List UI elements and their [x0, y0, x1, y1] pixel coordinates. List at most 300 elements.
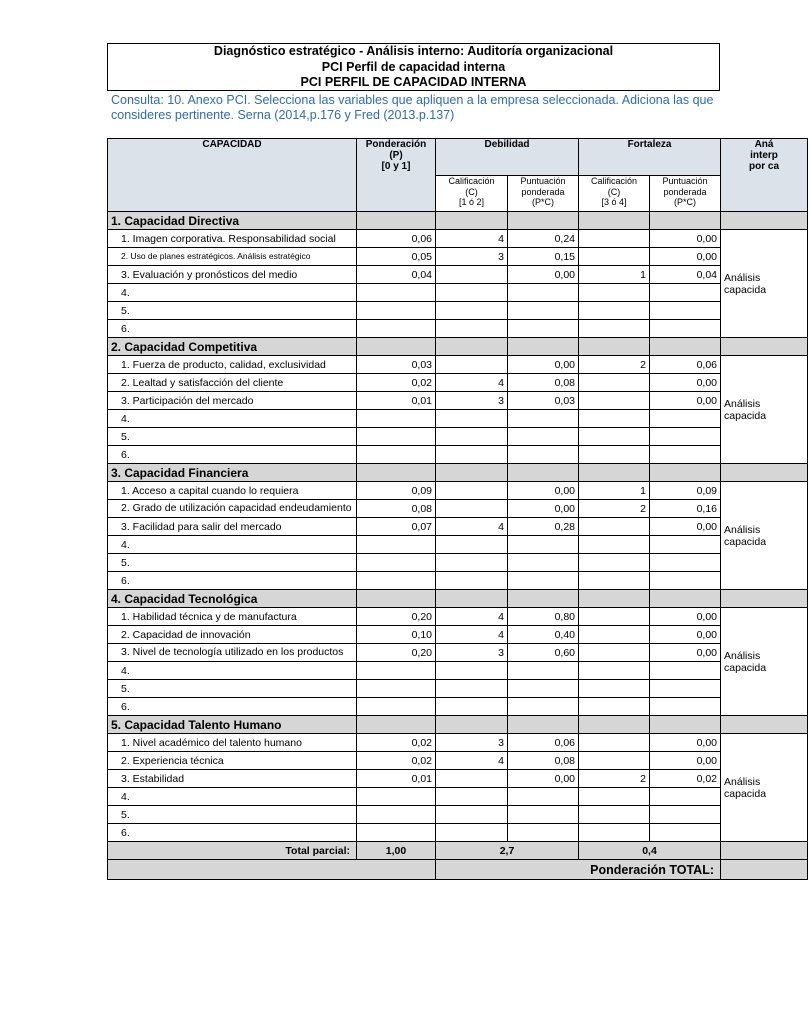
table-row	[108, 824, 808, 842]
item-label: 5.	[108, 302, 357, 320]
header-fortaleza: Fortaleza	[579, 139, 721, 176]
ponderacion-cell[interactable]: 0,06	[357, 230, 436, 248]
section-header-cell	[650, 464, 721, 482]
section-header-cell	[508, 212, 579, 230]
item-label: 3. Participación del mercado	[108, 392, 357, 410]
table-row	[108, 428, 808, 446]
item-label: 2. Experiencia técnica	[108, 752, 357, 770]
calificacion-fortaleza-cell[interactable]	[579, 608, 650, 626]
calificacion-debilidad-cell[interactable]	[436, 536, 508, 554]
puntuacion-debilidad-cell: 0,03	[508, 392, 579, 410]
calificacion-debilidad-cell[interactable]: 4	[436, 230, 508, 248]
puntuacion-fortaleza-cell	[650, 662, 721, 680]
header-ponderacion	[357, 139, 436, 212]
section-header-cell	[357, 464, 436, 482]
puntuacion-fortaleza-cell: 0,00	[650, 248, 721, 266]
calificacion-fortaleza-cell[interactable]	[579, 446, 650, 464]
analysis-cell	[721, 482, 808, 590]
pci-table	[107, 138, 808, 880]
puntuacion-fortaleza-cell: 0,09	[650, 482, 721, 500]
analysis-cell	[721, 608, 808, 716]
section-header-cell	[650, 590, 721, 608]
calificacion-fortaleza-cell[interactable]	[579, 806, 650, 824]
puntuacion-debilidad-cell: 0,28	[508, 518, 579, 536]
ponderacion-cell[interactable]	[357, 572, 436, 590]
ponderacion-cell[interactable]: 0,07	[357, 518, 436, 536]
table-row	[108, 626, 808, 644]
section-header-cell	[436, 590, 508, 608]
ponderacion-cell[interactable]	[357, 536, 436, 554]
calificacion-debilidad-cell[interactable]	[436, 482, 508, 500]
puntuacion-fortaleza-cell	[650, 302, 721, 320]
calificacion-debilidad-cell[interactable]	[436, 284, 508, 302]
calificacion-debilidad-cell[interactable]	[436, 554, 508, 572]
table-row	[108, 752, 808, 770]
section-header-cell	[650, 338, 721, 356]
section-header-cell	[508, 464, 579, 482]
calificacion-fortaleza-cell[interactable]	[579, 410, 650, 428]
puntuacion-fortaleza-cell	[650, 788, 721, 806]
puntuacion-debilidad-cell	[508, 698, 579, 716]
calificacion-debilidad-cell[interactable]	[436, 410, 508, 428]
calificacion-debilidad-cell[interactable]: 3	[436, 734, 508, 752]
ponderacion-cell[interactable]	[357, 788, 436, 806]
calificacion-fortaleza-cell[interactable]	[579, 248, 650, 266]
section-title: 2. Capacidad Competitiva	[108, 338, 357, 356]
item-label: 4.	[108, 788, 357, 806]
item-label: 6.	[108, 572, 357, 590]
title-line-2: PCI Perfil de capacidad interna	[321, 59, 506, 74]
table-row	[108, 662, 808, 680]
calificacion-debilidad-cell[interactable]	[436, 446, 508, 464]
table-row	[108, 410, 808, 428]
item-label: 5.	[108, 554, 357, 572]
header-puntuacion-fortaleza	[650, 176, 721, 212]
puntuacion-debilidad-cell	[508, 824, 579, 842]
analysis-cell	[721, 734, 808, 842]
puntuacion-fortaleza-cell: 0,00	[650, 734, 721, 752]
analysis-line-2: capacida	[724, 787, 767, 800]
item-label: 4.	[108, 662, 357, 680]
header-calificacion-fort-line-3: [3 ó 4]	[601, 197, 627, 207]
ponderacion-cell[interactable]	[357, 698, 436, 716]
section-header-cell	[721, 338, 808, 356]
table-row	[108, 554, 808, 572]
section-header-cell	[357, 716, 436, 734]
puntuacion-fortaleza-cell: 0,04	[650, 266, 721, 284]
header-analisis-line-3: por ca	[749, 161, 780, 172]
ponderacion-cell[interactable]: 0,08	[357, 500, 436, 518]
calificacion-fortaleza-cell[interactable]: 2	[579, 356, 650, 374]
ponderacion-cell[interactable]	[357, 554, 436, 572]
analysis-line-1: Análisis	[724, 775, 761, 788]
item-label: 1. Fuerza de producto, calidad, exclusividad	[108, 356, 357, 374]
calificacion-fortaleza-cell[interactable]	[579, 788, 650, 806]
ponderacion-cell[interactable]: 0,04	[357, 266, 436, 284]
header-puntuacion-fort-line-3: (P*C)	[674, 197, 697, 207]
puntuacion-fortaleza-cell	[650, 680, 721, 698]
total-debilidad: 2,7	[436, 842, 579, 860]
calificacion-debilidad-cell[interactable]: 3	[436, 248, 508, 266]
puntuacion-fortaleza-cell: 0,00	[650, 752, 721, 770]
ponderacion-cell[interactable]: 0,01	[357, 392, 436, 410]
analysis-line-2: capacida	[724, 409, 767, 422]
calificacion-fortaleza-cell[interactable]: 2	[579, 770, 650, 788]
puntuacion-debilidad-cell: 0,00	[508, 266, 579, 284]
header-ponderacion-line-1: Ponderación	[365, 139, 427, 150]
header-ponderacion-line-3: [0 y 1]	[381, 161, 411, 172]
calificacion-fortaleza-cell[interactable]	[579, 302, 650, 320]
table-row	[108, 446, 808, 464]
section-header-cell	[579, 464, 650, 482]
ponderacion-cell[interactable]: 0,20	[357, 608, 436, 626]
section-header-cell	[436, 464, 508, 482]
table-row	[108, 680, 808, 698]
calificacion-debilidad-cell[interactable]	[436, 500, 508, 518]
item-label: 6.	[108, 824, 357, 842]
calificacion-debilidad-cell[interactable]	[436, 320, 508, 338]
puntuacion-debilidad-cell	[508, 410, 579, 428]
calificacion-debilidad-cell[interactable]: 4	[436, 626, 508, 644]
puntuacion-debilidad-cell	[508, 554, 579, 572]
calificacion-debilidad-cell[interactable]	[436, 770, 508, 788]
table-row	[108, 698, 808, 716]
calificacion-fortaleza-cell[interactable]	[579, 662, 650, 680]
header-row-1	[108, 139, 808, 176]
table-row	[108, 734, 808, 752]
consulta-text	[111, 93, 811, 123]
item-label: 3. Evaluación y pronósticos del medio	[108, 266, 357, 284]
section-title: 3. Capacidad Financiera	[108, 464, 357, 482]
section-header-cell	[436, 212, 508, 230]
ponderacion-total-row	[108, 860, 808, 880]
table-row	[108, 392, 808, 410]
ponderacion-cell[interactable]	[357, 806, 436, 824]
puntuacion-fortaleza-cell: 0,00	[650, 230, 721, 248]
header-calificacion-deb-line-1: Calificación	[448, 176, 495, 186]
item-label: 3. Estabilidad	[108, 770, 357, 788]
ponderacion-cell[interactable]: 0,02	[357, 374, 436, 392]
puntuacion-debilidad-cell: 0,15	[508, 248, 579, 266]
puntuacion-fortaleza-cell: 0,00	[650, 518, 721, 536]
puntuacion-debilidad-cell	[508, 572, 579, 590]
header-ponderacion-line-2: (P)	[389, 150, 403, 161]
section-title: 1. Capacidad Directiva	[108, 212, 357, 230]
item-label: 2. Lealtad y satisfacción del cliente	[108, 374, 357, 392]
ponderacion-cell[interactable]	[357, 284, 436, 302]
header-calificacion-fort-line-2: (C)	[607, 186, 621, 197]
puntuacion-debilidad-cell	[508, 788, 579, 806]
header-puntuacion-deb-line-3: (P*C)	[532, 197, 554, 207]
ponderacion-cell[interactable]	[357, 302, 436, 320]
header-puntuacion-fort-line-1: Puntuación	[662, 176, 708, 186]
puntuacion-debilidad-cell	[508, 446, 579, 464]
table-row	[108, 356, 808, 374]
calificacion-fortaleza-cell[interactable]	[579, 626, 650, 644]
table-row	[108, 788, 808, 806]
table-row	[108, 230, 808, 248]
puntuacion-debilidad-cell	[508, 680, 579, 698]
calificacion-fortaleza-cell[interactable]	[579, 518, 650, 536]
section-header-cell	[579, 590, 650, 608]
item-label: 2. Capacidad de innovación	[108, 626, 357, 644]
section-header-cell	[357, 212, 436, 230]
puntuacion-fortaleza-cell	[650, 536, 721, 554]
section-header-row	[108, 716, 808, 734]
header-analisis-line-2: interp	[750, 150, 778, 161]
puntuacion-fortaleza-cell: 0,00	[650, 392, 721, 410]
grand-empty	[108, 860, 436, 880]
item-label: 6.	[108, 446, 357, 464]
ponderacion-cell[interactable]	[357, 662, 436, 680]
puntuacion-fortaleza-cell	[650, 572, 721, 590]
section-header-row	[108, 464, 808, 482]
item-label: 6.	[108, 320, 357, 338]
item-label: 4.	[108, 536, 357, 554]
puntuacion-fortaleza-cell	[650, 824, 721, 842]
section-title: 4. Capacidad Tecnológica	[108, 590, 357, 608]
section-header-cell	[508, 338, 579, 356]
puntuacion-fortaleza-cell	[650, 806, 721, 824]
calificacion-debilidad-cell[interactable]	[436, 572, 508, 590]
calificacion-debilidad-cell[interactable]	[436, 266, 508, 284]
puntuacion-fortaleza-cell: 0,06	[650, 356, 721, 374]
calificacion-fortaleza-cell[interactable]	[579, 392, 650, 410]
calificacion-debilidad-cell[interactable]	[436, 806, 508, 824]
header-capacidad: CAPACIDAD	[108, 139, 357, 212]
header-puntuacion-fort-line-2: ponderada	[663, 186, 707, 197]
header-calificacion-debilidad	[436, 176, 508, 212]
item-label: 5.	[108, 680, 357, 698]
table-row	[108, 302, 808, 320]
puntuacion-fortaleza-cell	[650, 554, 721, 572]
puntuacion-fortaleza-cell: 0,00	[650, 626, 721, 644]
header-calificacion-fortaleza	[579, 176, 650, 212]
ponderacion-cell[interactable]: 0,09	[357, 482, 436, 500]
calificacion-fortaleza-cell[interactable]	[579, 644, 650, 662]
puntuacion-debilidad-cell	[508, 302, 579, 320]
section-header-cell	[579, 716, 650, 734]
calificacion-fortaleza-cell[interactable]	[579, 698, 650, 716]
table-row	[108, 536, 808, 554]
title-line-1: Diagnóstico estratégico - Análisis interno: Auditoría organizacional	[213, 44, 614, 58]
puntuacion-fortaleza-cell	[650, 410, 721, 428]
analysis-line-2: capacida	[724, 535, 767, 548]
calificacion-fortaleza-cell[interactable]	[579, 734, 650, 752]
total-analisis-cell	[721, 842, 808, 860]
total-label: Total parcial:	[108, 842, 357, 860]
ponderacion-total-label: Ponderación TOTAL:	[436, 860, 721, 880]
calificacion-debilidad-cell[interactable]: 4	[436, 518, 508, 536]
ponderacion-total-value	[721, 860, 808, 880]
total-ponderacion: 1,00	[357, 842, 436, 860]
section-header-row	[108, 338, 808, 356]
header-calificacion-deb-line-3: [1 ó 2]	[458, 197, 485, 207]
section-header-cell	[436, 716, 508, 734]
ponderacion-cell[interactable]	[357, 446, 436, 464]
item-label: 3. Facilidad para salir del mercado	[108, 518, 357, 536]
ponderacion-cell[interactable]	[357, 680, 436, 698]
ponderacion-cell[interactable]: 0,20	[357, 644, 436, 662]
calificacion-fortaleza-cell[interactable]: 2	[579, 500, 650, 518]
ponderacion-cell[interactable]	[357, 824, 436, 842]
puntuacion-debilidad-cell: 0,60	[508, 644, 579, 662]
calificacion-debilidad-cell[interactable]	[436, 356, 508, 374]
section-title: 5. Capacidad Talento Humano	[108, 716, 357, 734]
puntuacion-fortaleza-cell	[650, 446, 721, 464]
header-calificacion-deb-line-2: (C)	[465, 186, 478, 197]
calificacion-fortaleza-cell[interactable]	[579, 572, 650, 590]
puntuacion-debilidad-cell: 0,08	[508, 752, 579, 770]
puntuacion-fortaleza-cell: 0,16	[650, 500, 721, 518]
calificacion-fortaleza-cell[interactable]	[579, 374, 650, 392]
item-label: 6.	[108, 698, 357, 716]
item-label: 1. Nivel académico del talento humano	[108, 734, 357, 752]
analysis-line-1: Análisis	[724, 397, 761, 410]
table-row	[108, 806, 808, 824]
puntuacion-fortaleza-cell: 0,00	[650, 608, 721, 626]
title-line-3: PCI PERFIL DE CAPACIDAD INTERNA	[300, 75, 527, 89]
calificacion-debilidad-cell[interactable]: 3	[436, 392, 508, 410]
ponderacion-cell[interactable]	[357, 410, 436, 428]
calificacion-fortaleza-cell[interactable]	[579, 536, 650, 554]
puntuacion-debilidad-cell: 0,00	[508, 500, 579, 518]
header-puntuacion-deb-line-1: Puntuación	[520, 176, 566, 186]
puntuacion-fortaleza-cell	[650, 428, 721, 446]
puntuacion-debilidad-cell: 0,24	[508, 230, 579, 248]
calificacion-fortaleza-cell[interactable]	[579, 554, 650, 572]
ponderacion-cell[interactable]	[357, 428, 436, 446]
table-row	[108, 284, 808, 302]
calificacion-debilidad-cell[interactable]	[436, 680, 508, 698]
calificacion-fortaleza-cell[interactable]	[579, 680, 650, 698]
ponderacion-cell[interactable]: 0,02	[357, 734, 436, 752]
calificacion-fortaleza-cell[interactable]	[579, 320, 650, 338]
puntuacion-debilidad-cell: 0,06	[508, 734, 579, 752]
calificacion-debilidad-cell[interactable]	[436, 824, 508, 842]
analysis-line-2: capacida	[724, 283, 767, 296]
section-header-cell	[650, 212, 721, 230]
puntuacion-debilidad-cell: 0,00	[508, 482, 579, 500]
consulta-line-2: consideres pertinente. Serna (2014,p.176 y Fred (2013.p.137)	[111, 108, 455, 122]
ponderacion-cell[interactable]: 0,10	[357, 626, 436, 644]
analysis-line-1: Análisis	[724, 271, 761, 284]
calificacion-fortaleza-cell[interactable]	[579, 284, 650, 302]
calificacion-debilidad-cell[interactable]: 3	[436, 644, 508, 662]
puntuacion-debilidad-cell	[508, 284, 579, 302]
analysis-line-1: Análisis	[724, 523, 761, 536]
header-puntuacion-deb-line-2: ponderada	[521, 186, 565, 197]
header-debilidad: Debilidad	[436, 139, 579, 176]
item-label: 4.	[108, 410, 357, 428]
calificacion-debilidad-cell[interactable]: 4	[436, 374, 508, 392]
item-label: 1. Habilidad técnica y de manufactura	[108, 608, 357, 626]
puntuacion-fortaleza-cell	[650, 698, 721, 716]
section-header-cell	[721, 212, 808, 230]
analysis-line-1: Análisis	[724, 649, 761, 662]
section-header-cell	[579, 212, 650, 230]
calificacion-fortaleza-cell[interactable]: 1	[579, 482, 650, 500]
puntuacion-fortaleza-cell	[650, 284, 721, 302]
puntuacion-debilidad-cell	[508, 806, 579, 824]
table-row	[108, 500, 808, 518]
calificacion-fortaleza-cell[interactable]: 1	[579, 266, 650, 284]
ponderacion-cell[interactable]: 0,03	[357, 356, 436, 374]
puntuacion-debilidad-cell	[508, 428, 579, 446]
item-label: 1. Imagen corporativa. Responsabilidad social	[108, 230, 357, 248]
puntuacion-fortaleza-cell: 0,00	[650, 374, 721, 392]
item-label: 4.	[108, 284, 357, 302]
puntuacion-debilidad-cell	[508, 662, 579, 680]
calificacion-debilidad-cell[interactable]: 4	[436, 608, 508, 626]
table-row	[108, 608, 808, 626]
puntuacion-fortaleza-cell: 0,02	[650, 770, 721, 788]
table-row	[108, 248, 808, 266]
calificacion-fortaleza-cell[interactable]	[579, 824, 650, 842]
ponderacion-cell[interactable]: 0,02	[357, 752, 436, 770]
table-row	[108, 518, 808, 536]
calificacion-fortaleza-cell[interactable]	[579, 230, 650, 248]
ponderacion-cell[interactable]: 0,05	[357, 248, 436, 266]
section-header-cell	[357, 338, 436, 356]
table-row	[108, 320, 808, 338]
section-header-cell	[721, 464, 808, 482]
section-header-cell	[650, 716, 721, 734]
consulta-line-1: Consulta: 10. Anexo PCI. Selecciona las variables que apliquen a la empresa seleccionada. Adiciona las que	[111, 93, 714, 107]
table-row	[108, 644, 808, 662]
header-calificacion-fort-line-1: Calificación	[591, 176, 638, 186]
item-label: 1. Acceso a capital cuando lo requiera	[108, 482, 357, 500]
section-header-row	[108, 212, 808, 230]
header-analisis	[721, 139, 808, 212]
ponderacion-cell[interactable]	[357, 320, 436, 338]
item-label: 5.	[108, 428, 357, 446]
puntuacion-debilidad-cell	[508, 536, 579, 554]
calificacion-debilidad-cell[interactable]	[436, 428, 508, 446]
ponderacion-cell[interactable]: 0,01	[357, 770, 436, 788]
section-header-cell	[436, 338, 508, 356]
puntuacion-debilidad-cell: 0,00	[508, 770, 579, 788]
table-row	[108, 482, 808, 500]
puntuacion-debilidad-cell: 0,00	[508, 356, 579, 374]
table-row	[108, 374, 808, 392]
item-label: 2. Grado de utilización capacidad endeudamiento	[108, 500, 357, 518]
calificacion-debilidad-cell[interactable]: 4	[436, 752, 508, 770]
puntuacion-debilidad-cell: 0,08	[508, 374, 579, 392]
calificacion-debilidad-cell[interactable]	[436, 788, 508, 806]
item-label: 3. Nivel de tecnología utilizado en los productos	[108, 644, 357, 662]
section-header-cell	[721, 716, 808, 734]
section-header-cell	[721, 590, 808, 608]
calificacion-debilidad-cell[interactable]	[436, 662, 508, 680]
section-header-cell	[357, 590, 436, 608]
table-row	[108, 572, 808, 590]
calificacion-debilidad-cell[interactable]	[436, 302, 508, 320]
header-analisis-line-1: Aná	[754, 139, 774, 150]
section-header-cell	[579, 338, 650, 356]
item-label: 5.	[108, 806, 357, 824]
section-header-cell	[508, 716, 579, 734]
section-header-row	[108, 590, 808, 608]
calificacion-fortaleza-cell[interactable]	[579, 752, 650, 770]
total-row	[108, 842, 808, 860]
title-box	[107, 43, 720, 91]
table-row	[108, 770, 808, 788]
puntuacion-debilidad-cell: 0,80	[508, 608, 579, 626]
analysis-cell	[721, 230, 808, 338]
calificacion-fortaleza-cell[interactable]	[579, 428, 650, 446]
calificacion-debilidad-cell[interactable]	[436, 698, 508, 716]
